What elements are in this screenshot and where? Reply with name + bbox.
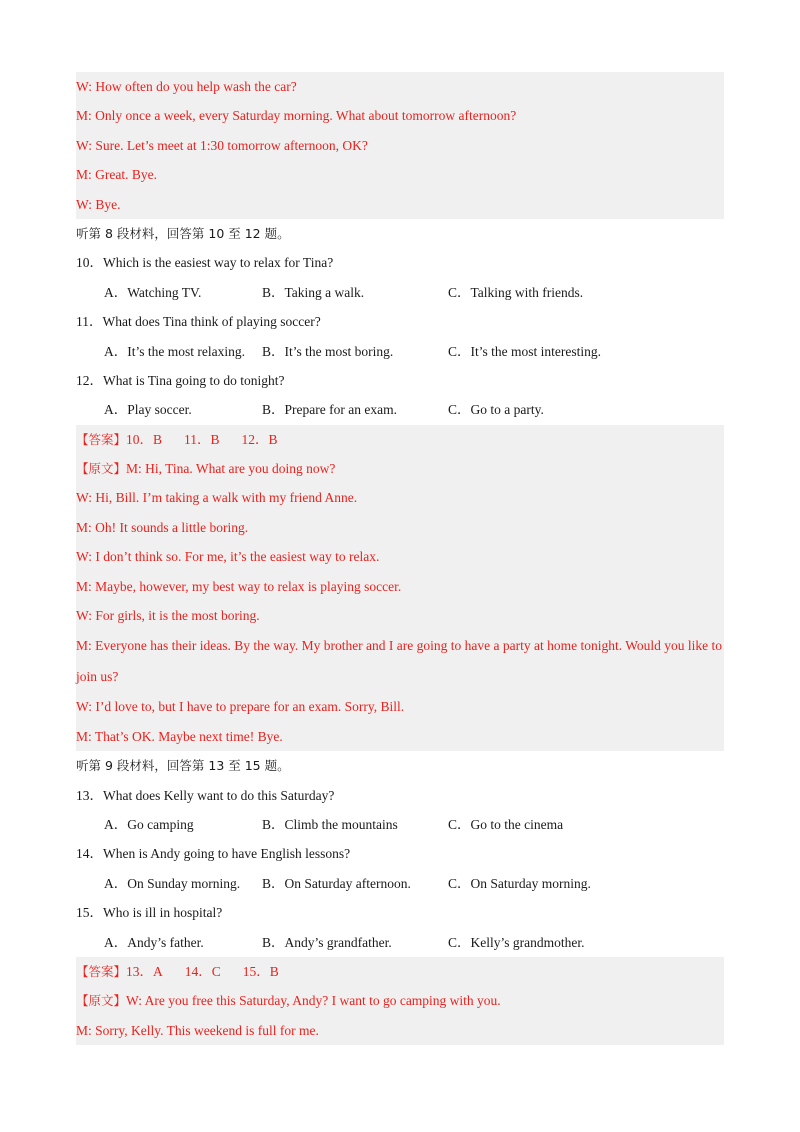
transcript-line: W: Sure. Let’s meet at 1:30 tomorrow afternoon, OK? (76, 137, 368, 153)
option-c: C．Talking with friends. (448, 284, 584, 300)
transcript-line: M: Everyone has their ideas. By the way. My brother and I are going to have a party at home tonight. Would you like to join us? (76, 638, 723, 685)
transcript-line: M: Oh! It sounds a little boring. (76, 519, 249, 535)
option-a: A．It’s the most relaxing. (104, 343, 245, 359)
section-8-heading: 听第 8 段材料，回答第 10 至 12 题。 (76, 225, 290, 241)
transcript-line: M: Maybe, however, my best way to relax is playing soccer. (76, 578, 402, 594)
transcript-line: W: Bye. (76, 196, 121, 212)
option-a: A．On Sunday morning. (104, 875, 241, 891)
page-content (76, 72, 724, 1045)
option-b: B．On Saturday afternoon. (262, 875, 411, 891)
answer-block-9 (76, 957, 724, 1045)
option-c: C．Go to a party. (448, 402, 544, 418)
transcript-line: W: How often do you help wash the car? (76, 79, 297, 94)
original-label: 【原文】 (76, 993, 127, 1009)
question-12-stem: 12．What is Tina going to do tonight? (76, 372, 285, 388)
section-9-heading: 听第 9 段材料，回答第 13 至 15 题。 (76, 758, 290, 774)
option-a: A．Go camping (104, 816, 194, 832)
answer-line (76, 957, 724, 986)
answer-item: 12．B (241, 431, 278, 447)
option-b: B．Taking a walk. (262, 284, 365, 300)
transcript-line: M: Great. Bye. (76, 167, 157, 183)
answer-item: 15．B (242, 963, 279, 979)
answer-label: 【答案】 (76, 431, 127, 447)
question-13-options (76, 810, 724, 839)
option-b: B．Andy’s grandfather. (262, 934, 392, 950)
answer-label: 【答案】 (76, 963, 127, 979)
option-c: C．Kelly’s grandmother. (448, 934, 585, 950)
option-a: A．Andy’s father. (104, 934, 204, 950)
original-label: 【原文】 (76, 461, 127, 477)
option-b: B．It’s the most boring. (262, 343, 394, 359)
option-c: C．Go to the cinema (448, 816, 564, 832)
answer-item: 11．B (184, 431, 220, 447)
question-15-stem: 15．Who is ill in hospital? (76, 905, 223, 921)
transcript-line: M: Sorry, Kelly. This weekend is full for me. (76, 1022, 319, 1038)
answer-item: 13．A (126, 963, 163, 979)
question-10-options (76, 278, 724, 307)
question-12-options (76, 395, 724, 424)
transcript-line: W: I’d love to, but I have to prepare for an exam. Sorry, Bill. (76, 699, 405, 715)
transcript-line: W: Hi, Bill. I’m taking a walk with my friend Anne. (76, 490, 358, 506)
transcript-first-line (76, 986, 724, 1015)
question-13-stem: 13．What does Kelly want to do this Saturday? (76, 787, 335, 803)
question-10-stem: 10．Which is the easiest way to relax for Tina? (76, 255, 334, 271)
answer-block-8 (76, 425, 724, 752)
option-c: C．On Saturday morning. (448, 875, 591, 891)
transcript-first-line (76, 454, 724, 483)
transcript-line: W: I don’t think so. For me, it’s the easiest way to relax. (76, 549, 380, 565)
answer-item: 14．C (184, 963, 221, 979)
option-c: C．It’s the most interesting. (448, 343, 601, 359)
question-14-stem: 14．When is Andy going to have English lessons? (76, 846, 351, 862)
option-a: A．Play soccer. (104, 402, 192, 418)
answer-line (76, 425, 724, 454)
question-15-options (76, 928, 724, 957)
transcript-line: W: Are you free this Saturday, Andy? I want to go camping with you. (126, 993, 501, 1009)
question-14-options (76, 869, 724, 898)
transcript-block-7 (76, 72, 724, 219)
transcript-line: M: Only once a week, every Saturday morning. What about tomorrow afternoon? (76, 108, 517, 124)
question-11-options (76, 337, 724, 366)
question-11-stem: 11．What does Tina think of playing soccer? (76, 314, 321, 330)
transcript-line: M: Hi, Tina. What are you doing now? (126, 461, 336, 477)
option-b: B．Climb the mountains (262, 816, 398, 832)
option-b: B．Prepare for an exam. (262, 402, 397, 418)
transcript-line: M: That’s OK. Maybe next time! Bye. (76, 728, 283, 744)
option-a: A．Watching TV. (104, 284, 202, 300)
transcript-line: W: For girls, it is the most boring. (76, 608, 260, 624)
answer-item: 10．B (126, 431, 163, 447)
